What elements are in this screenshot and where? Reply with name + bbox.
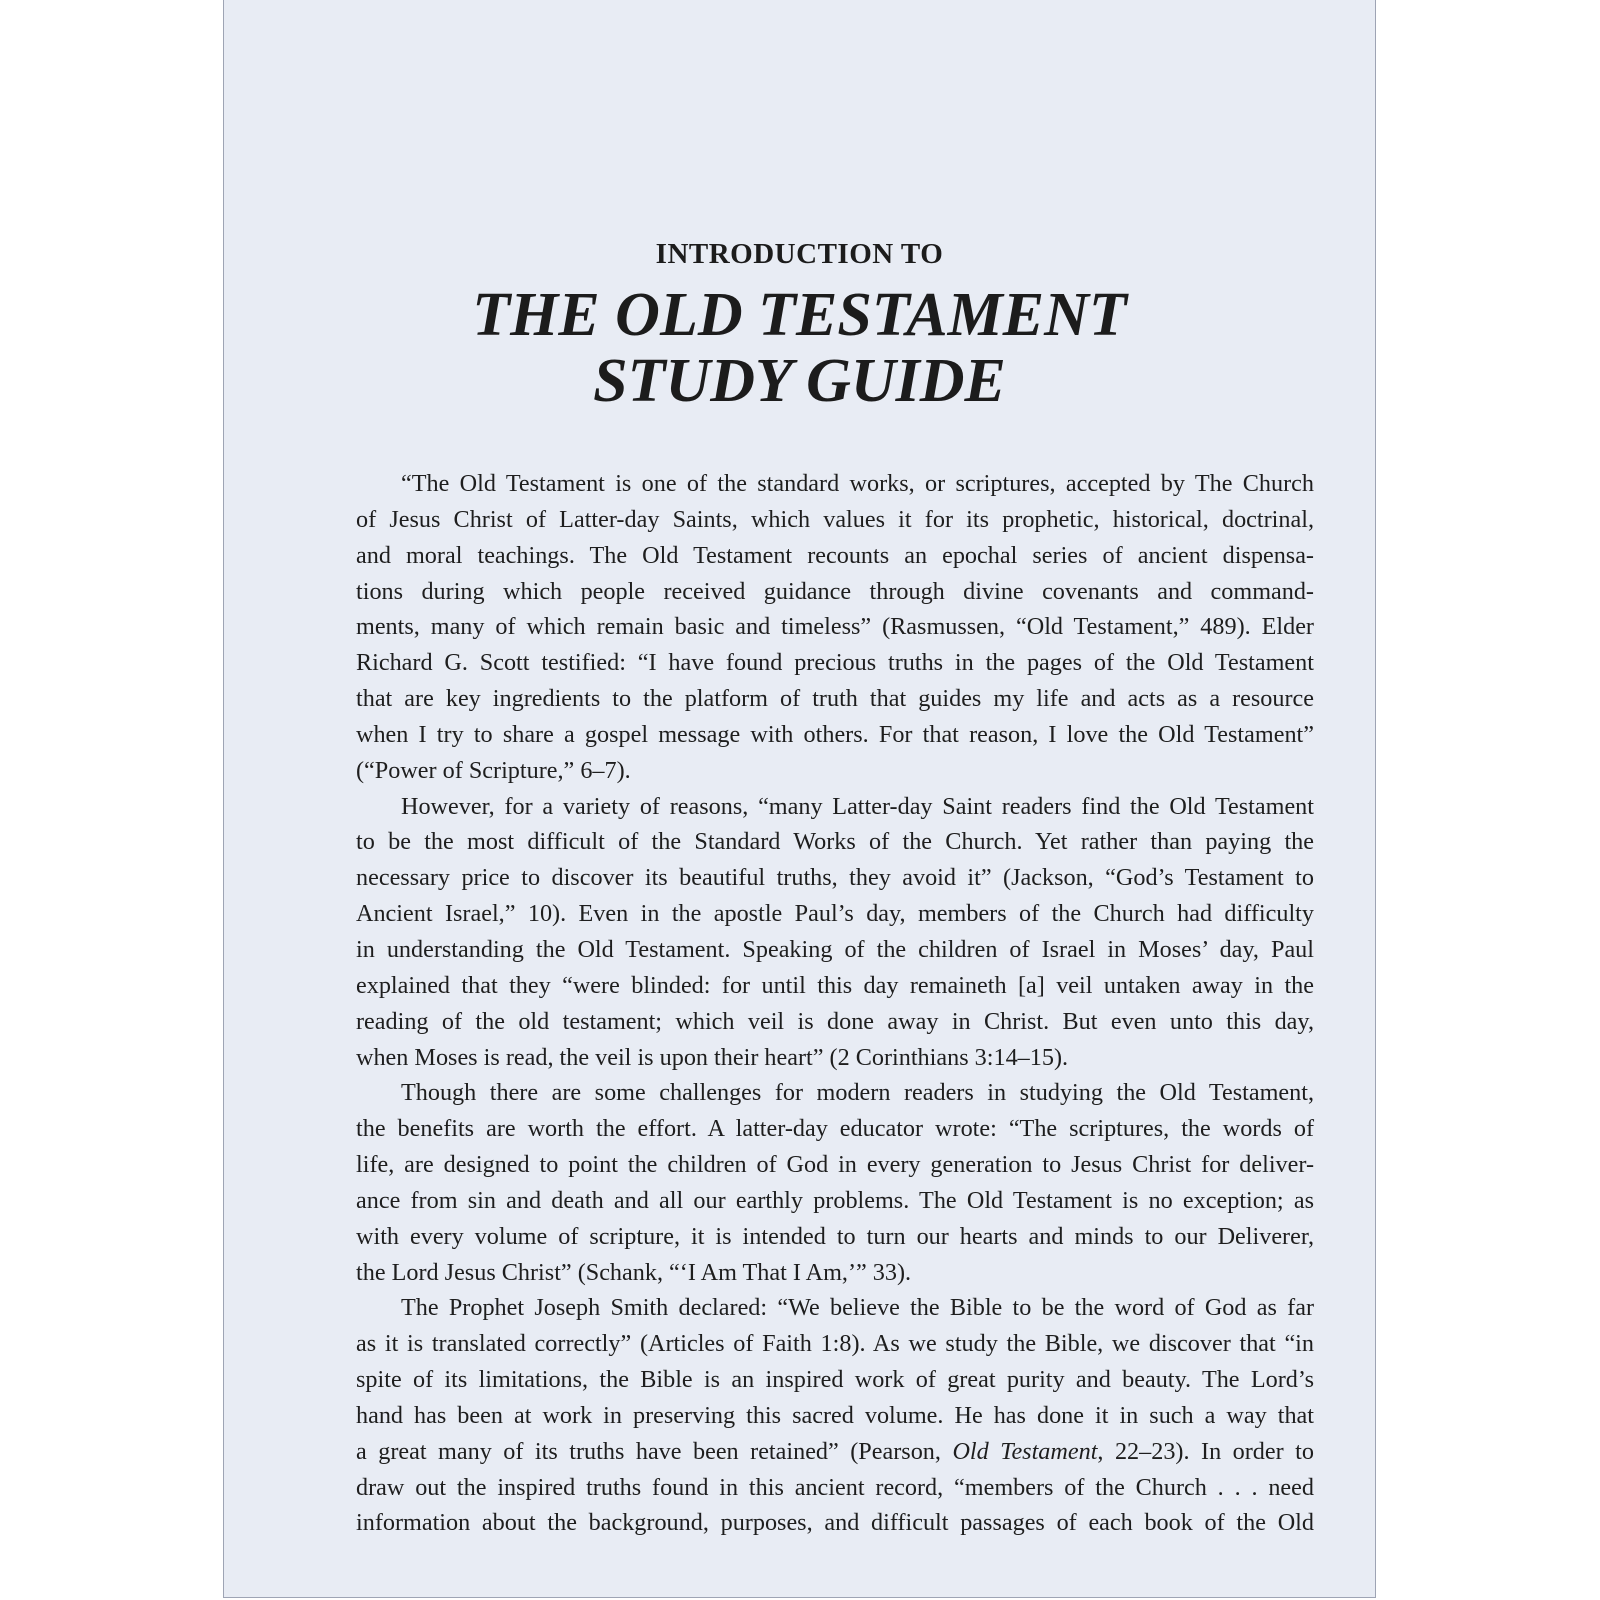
text-line: the Lord Jesus Christ” (Schank, “‘I Am That I Am,’” 33). <box>356 1258 912 1286</box>
text-line: ments, many of which remain basic and timeless” (Rasmussen, “Old Testament,” 489). Elder <box>356 613 1314 641</box>
text-line-with-citation <box>356 1434 1314 1470</box>
page-kicker: INTRODUCTION TO <box>655 238 944 270</box>
text-segment: a great many of its truths have been retained” (Pearson, <box>356 1437 953 1465</box>
text-line: when Moses is read, the veil is upon their heart” (2 Corinthians 3:14–15). <box>356 1043 1069 1071</box>
page-title-line-1: THE OLD TESTAMENT <box>472 281 1127 349</box>
text-line: hand has been at work in preserving this sacred volume. He has done it in such a way that <box>356 1401 1314 1429</box>
text-line: draw out the inspired truths found in this ancient record, “members of the Church . . . need <box>356 1473 1314 1501</box>
text-line: necessary price to discover its beautiful truths, they avoid it” (Jackson, “God’s Testament to <box>356 864 1314 892</box>
text-line: with every volume of scripture, it is intended to turn our hearts and minds to our Deliverer, <box>356 1222 1314 1250</box>
text-line: Ancient Israel,” 10). Even in the apostle Paul’s day, members of the Church had difficulty <box>356 900 1314 928</box>
text-line: life, are designed to point the children of God in every generation to Jesus Christ for deliver- <box>356 1151 1314 1179</box>
text-line: However, for a variety of reasons, “many Latter-day Saint readers find the Old Testament <box>401 792 1314 820</box>
text-line: Richard G. Scott testified: “I have found precious truths in the pages of the Old Testament <box>356 649 1314 677</box>
text-line: The Prophet Joseph Smith declared: “We believe the Bible to be the word of God as far <box>401 1294 1314 1322</box>
document-page <box>223 0 1376 1598</box>
text-line: of Jesus Christ of Latter-day Saints, which values it for its prophetic, historical, doctrinal, <box>356 505 1314 533</box>
body-text <box>356 466 1314 1541</box>
text-line: in understanding the Old Testament. Speaking of the children of Israel in Moses’ day, Paul <box>356 935 1314 963</box>
text-line: reading of the old testament; which veil is done away in Christ. But even unto this day, <box>356 1007 1314 1035</box>
italic-citation: Old Testament <box>952 1437 1098 1465</box>
text-line: (“Power of Scripture,” 6–7). <box>356 756 631 784</box>
text-line: spite of its limitations, the Bible is an inspired work of great purity and beauty. The Lord’s <box>356 1366 1314 1394</box>
text-line: that are key ingredients to the platform of truth that guides my life and acts as a resource <box>356 685 1314 713</box>
text-line: to be the most difficult of the Standard Works of the Church. Yet rather than paying the <box>356 828 1314 856</box>
text-line: the benefits are worth the effort. A latter-day educator wrote: “The scriptures, the words of <box>356 1115 1314 1143</box>
text-line: ance from sin and death and all our earthly problems. The Old Testament is no exception; as <box>356 1186 1314 1214</box>
paragraph-4 <box>356 1290 1314 1541</box>
text-line: when I try to share a gospel message with others. For that reason, I love the Old Testament” <box>356 720 1314 748</box>
paragraph-1 <box>356 466 1314 789</box>
paragraph-3 <box>356 1075 1314 1290</box>
text-segment: , 22–23). In order to <box>1097 1437 1314 1465</box>
text-line: Though there are some challenges for modern readers in studying the Old Testament, <box>401 1079 1314 1107</box>
text-line: explained that they “were blinded: for until this day remaineth [a] veil untaken away in the <box>356 971 1314 999</box>
text-line: “The Old Testament is one of the standard works, or scriptures, accepted by The Church <box>401 470 1314 497</box>
page-title-line-2: STUDY GUIDE <box>593 347 1006 415</box>
text-line: as it is translated correctly” (Articles of Faith 1:8). As we study the Bible, we discover that “in <box>356 1330 1314 1358</box>
text-line: and moral teachings. The Old Testament recounts an epochal series of ancient dispensa- <box>356 541 1314 569</box>
text-line: information about the background, purposes, and difficult passages of each book of the Old <box>356 1509 1314 1537</box>
text-line: tions during which people received guidance through divine covenants and command- <box>356 577 1314 605</box>
paragraph-2 <box>356 789 1314 1076</box>
